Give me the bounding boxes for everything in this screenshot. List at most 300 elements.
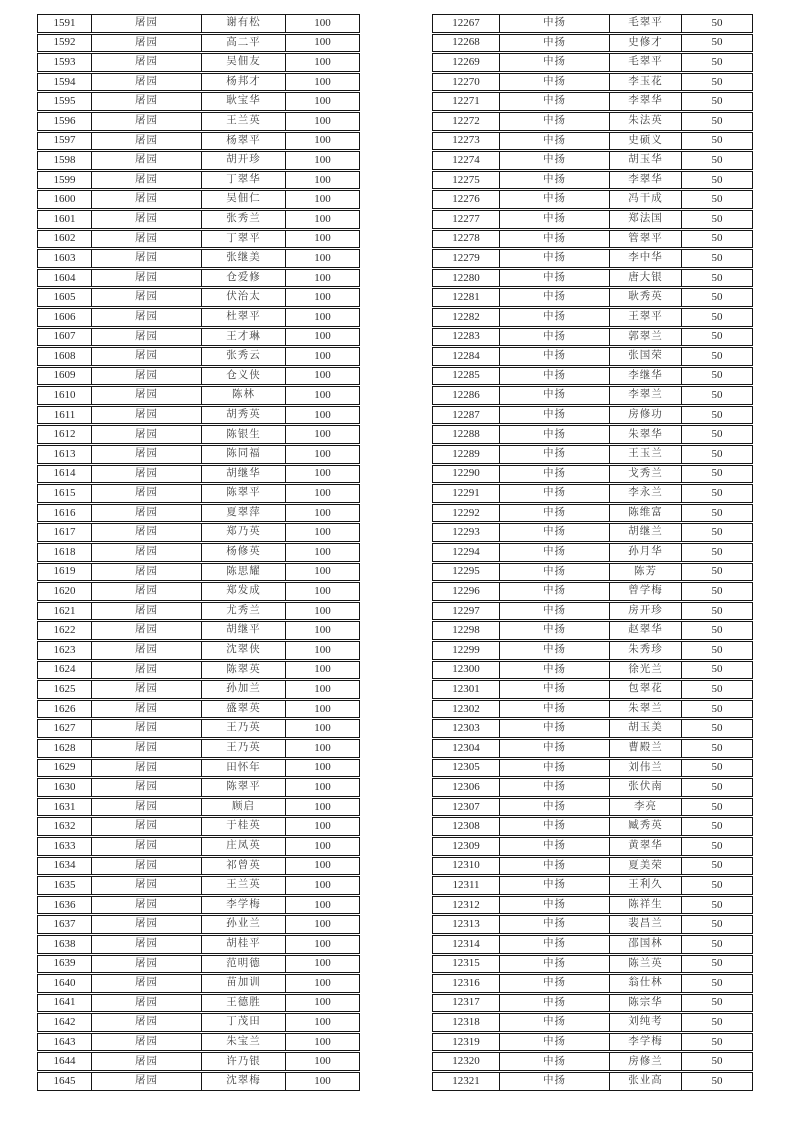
township-cell: 中扬 — [500, 936, 610, 953]
amount-cell: 50 — [711, 271, 723, 284]
township-cell: 中扬 — [500, 1034, 610, 1051]
name-cell: 王玉兰 — [610, 446, 682, 463]
table-row — [37, 1052, 360, 1071]
table-row — [432, 1033, 753, 1052]
serial-cell: 1603 — [38, 250, 92, 267]
table-row — [37, 1013, 360, 1032]
name-cell: 李继华 — [610, 368, 682, 385]
serial-cell: 1642 — [38, 1014, 92, 1031]
serial-cell: 1641 — [38, 995, 92, 1012]
amount-cell: 100 — [314, 898, 331, 911]
amount-cell: 50 — [711, 134, 723, 147]
name-cell: 庄凤英 — [202, 838, 286, 855]
name-cell: 耿宝华 — [202, 93, 286, 110]
township-cell: 屠园 — [92, 975, 202, 992]
name-cell: 沈翠梅 — [202, 1073, 286, 1090]
amount-cell: 100 — [314, 878, 331, 891]
serial-cell: 1633 — [38, 838, 92, 855]
table-row — [37, 465, 360, 484]
amount-cell: 100 — [314, 428, 331, 441]
serial-cell: 1638 — [38, 936, 92, 953]
name-cell: 陈祥生 — [610, 897, 682, 914]
serial-cell: 12319 — [433, 1034, 500, 1051]
amount-cell: 100 — [314, 506, 331, 519]
township-cell: 屠园 — [92, 446, 202, 463]
name-cell: 王乃英 — [202, 720, 286, 737]
amount-cell: 100 — [314, 604, 331, 617]
serial-cell: 12309 — [433, 838, 500, 855]
amount-cell: 100 — [314, 193, 331, 206]
amount-cell: 100 — [314, 585, 331, 598]
name-cell: 史硕义 — [610, 133, 682, 150]
serial-cell: 12306 — [433, 779, 500, 796]
name-cell: 耿秀英 — [610, 289, 682, 306]
table-row — [37, 288, 360, 307]
serial-cell: 12320 — [433, 1053, 500, 1070]
amount-cell: 50 — [711, 996, 723, 1009]
table-row — [37, 308, 360, 327]
amount-cell: 50 — [711, 526, 723, 539]
serial-cell: 1643 — [38, 1034, 92, 1051]
township-cell: 中扬 — [500, 524, 610, 541]
serial-cell: 12267 — [433, 15, 500, 32]
table-row — [37, 14, 360, 33]
table-row — [432, 190, 753, 209]
township-cell: 中扬 — [500, 466, 610, 483]
name-cell: 陈芳 — [610, 564, 682, 581]
township-cell: 屠园 — [92, 916, 202, 933]
name-cell: 毛翠平 — [610, 15, 682, 32]
serial-cell: 1628 — [38, 740, 92, 757]
amount-cell: 50 — [711, 173, 723, 186]
amount-cell: 50 — [711, 369, 723, 382]
serial-cell: 1632 — [38, 818, 92, 835]
name-cell: 苗加训 — [202, 975, 286, 992]
name-cell: 陈银生 — [202, 426, 286, 443]
table-row — [432, 876, 753, 895]
township-cell: 中扬 — [500, 505, 610, 522]
township-cell: 中扬 — [500, 838, 610, 855]
township-cell: 中扬 — [500, 975, 610, 992]
name-cell: 赵翠华 — [610, 622, 682, 639]
table-row — [37, 915, 360, 934]
serial-cell: 12294 — [433, 544, 500, 561]
township-cell: 屠园 — [92, 289, 202, 306]
amount-cell: 100 — [314, 55, 331, 68]
table-row — [432, 230, 753, 249]
serial-cell: 1611 — [38, 407, 92, 424]
serial-cell: 12282 — [433, 309, 500, 326]
township-cell: 中扬 — [500, 133, 610, 150]
township-cell: 屠园 — [92, 348, 202, 365]
table-row — [37, 935, 360, 954]
name-cell: 丁茂田 — [202, 1014, 286, 1031]
township-cell: 屠园 — [92, 995, 202, 1012]
township-cell: 中扬 — [500, 289, 610, 306]
township-cell: 屠园 — [92, 368, 202, 385]
name-cell: 范明德 — [202, 956, 286, 973]
table-row — [432, 347, 753, 366]
serial-cell: 12292 — [433, 505, 500, 522]
table-row — [432, 112, 753, 131]
name-cell: 陈翠平 — [202, 779, 286, 796]
amount-cell: 50 — [711, 291, 723, 304]
table-row — [432, 367, 753, 386]
township-cell: 中扬 — [500, 172, 610, 189]
amount-cell: 50 — [711, 232, 723, 245]
township-cell: 中扬 — [500, 897, 610, 914]
table-row — [432, 974, 753, 993]
name-cell: 夏美荣 — [610, 858, 682, 875]
name-cell: 郑发成 — [202, 583, 286, 600]
name-cell: 陈维富 — [610, 505, 682, 522]
amount-cell: 100 — [314, 1016, 331, 1029]
serial-cell: 12307 — [433, 799, 500, 816]
table-row — [37, 249, 360, 268]
table-row — [432, 53, 753, 72]
amount-cell: 100 — [314, 859, 331, 872]
amount-cell: 50 — [711, 193, 723, 206]
township-cell: 中扬 — [500, 956, 610, 973]
township-cell: 中扬 — [500, 858, 610, 875]
serial-cell: 12291 — [433, 485, 500, 502]
amount-cell: 50 — [711, 36, 723, 49]
name-cell: 张秀兰 — [202, 211, 286, 228]
amount-cell: 50 — [711, 487, 723, 500]
township-cell: 屠园 — [92, 211, 202, 228]
name-cell: 陈林 — [202, 387, 286, 404]
amount-cell: 50 — [711, 643, 723, 656]
name-cell: 田怀年 — [202, 760, 286, 777]
township-cell: 中扬 — [500, 74, 610, 91]
serial-cell: 1626 — [38, 701, 92, 718]
name-cell: 吴佃友 — [202, 54, 286, 71]
serial-cell: 1624 — [38, 662, 92, 679]
amount-cell: 100 — [314, 330, 331, 343]
name-cell: 王兰英 — [202, 113, 286, 130]
table-row — [432, 171, 753, 190]
amount-cell: 100 — [314, 16, 331, 29]
amount-cell: 100 — [314, 114, 331, 127]
serial-cell: 12268 — [433, 35, 500, 52]
table-row — [432, 955, 753, 974]
serial-cell: 12284 — [433, 348, 500, 365]
name-cell: 高二平 — [202, 35, 286, 52]
table-row — [37, 1072, 360, 1091]
serial-cell: 1596 — [38, 113, 92, 130]
name-cell: 王才琳 — [202, 329, 286, 346]
amount-cell: 50 — [711, 55, 723, 68]
amount-cell: 50 — [711, 898, 723, 911]
township-cell: 屠园 — [92, 270, 202, 287]
serial-cell: 12293 — [433, 524, 500, 541]
amount-cell: 100 — [314, 722, 331, 735]
serial-cell: 12308 — [433, 818, 500, 835]
table-row — [37, 641, 360, 660]
table-row — [37, 955, 360, 974]
serial-cell: 12288 — [433, 426, 500, 443]
serial-cell: 1629 — [38, 760, 92, 777]
township-cell: 中扬 — [500, 740, 610, 757]
township-cell: 中扬 — [500, 877, 610, 894]
amount-cell: 100 — [314, 526, 331, 539]
serial-cell: 1599 — [38, 172, 92, 189]
name-cell: 李学梅 — [610, 1034, 682, 1051]
table-row — [432, 406, 753, 425]
name-cell: 陈同福 — [202, 446, 286, 463]
serial-cell: 1627 — [38, 720, 92, 737]
serial-cell: 1595 — [38, 93, 92, 110]
amount-cell: 50 — [711, 251, 723, 264]
serial-cell: 12274 — [433, 152, 500, 169]
serial-cell: 1594 — [38, 74, 92, 91]
township-cell: 中扬 — [500, 35, 610, 52]
serial-cell: 12299 — [433, 642, 500, 659]
name-cell: 裴昌兰 — [610, 916, 682, 933]
name-cell: 朱法英 — [610, 113, 682, 130]
serial-cell: 12273 — [433, 133, 500, 150]
table-row — [432, 92, 753, 111]
serial-cell: 12277 — [433, 211, 500, 228]
name-cell: 朱翠华 — [610, 426, 682, 443]
name-cell: 刘伟兰 — [610, 760, 682, 777]
amount-cell: 100 — [314, 643, 331, 656]
name-cell: 史修才 — [610, 35, 682, 52]
name-cell: 谢有松 — [202, 15, 286, 32]
table-row — [37, 543, 360, 562]
table-row — [432, 14, 753, 33]
table-row — [37, 445, 360, 464]
township-cell: 屠园 — [92, 524, 202, 541]
table-row — [37, 798, 360, 817]
amount-cell: 50 — [711, 761, 723, 774]
township-cell: 中扬 — [500, 309, 610, 326]
amount-cell: 100 — [314, 173, 331, 186]
amount-cell: 50 — [711, 663, 723, 676]
amount-cell: 100 — [314, 271, 331, 284]
table-row — [37, 621, 360, 640]
serial-cell: 12304 — [433, 740, 500, 757]
table-row — [432, 73, 753, 92]
serial-cell: 12286 — [433, 387, 500, 404]
name-cell: 胡继兰 — [610, 524, 682, 541]
name-cell: 李翠兰 — [610, 387, 682, 404]
name-cell: 邵国林 — [610, 936, 682, 953]
name-cell: 曹殿兰 — [610, 740, 682, 757]
table-row — [37, 974, 360, 993]
serial-cell: 12297 — [433, 603, 500, 620]
township-cell: 中扬 — [500, 211, 610, 228]
amount-cell: 50 — [711, 624, 723, 637]
serial-cell: 12285 — [433, 368, 500, 385]
name-cell: 李翠华 — [610, 93, 682, 110]
table-row — [37, 719, 360, 738]
township-cell: 屠园 — [92, 818, 202, 835]
township-cell: 中扬 — [500, 603, 610, 620]
name-cell: 王乃英 — [202, 740, 286, 757]
township-cell: 屠园 — [92, 133, 202, 150]
name-cell: 胡玉美 — [610, 720, 682, 737]
table-row — [432, 935, 753, 954]
name-cell: 王兰英 — [202, 877, 286, 894]
table-row — [432, 817, 753, 836]
township-cell: 屠园 — [92, 681, 202, 698]
table-row — [432, 308, 753, 327]
name-cell: 陈翠平 — [202, 485, 286, 502]
name-cell: 李永兰 — [610, 485, 682, 502]
township-cell: 屠园 — [92, 113, 202, 130]
township-cell: 中扬 — [500, 799, 610, 816]
name-cell: 胡继华 — [202, 466, 286, 483]
table-row — [432, 288, 753, 307]
amount-cell: 100 — [314, 369, 331, 382]
township-cell: 屠园 — [92, 15, 202, 32]
table-row — [432, 798, 753, 817]
table-row — [432, 837, 753, 856]
amount-cell: 100 — [314, 487, 331, 500]
township-cell: 屠园 — [92, 387, 202, 404]
amount-cell: 50 — [711, 565, 723, 578]
name-cell: 许乃银 — [202, 1053, 286, 1070]
name-cell: 杨修英 — [202, 544, 286, 561]
table-row — [432, 328, 753, 347]
amount-cell: 50 — [711, 95, 723, 108]
amount-cell: 100 — [314, 467, 331, 480]
amount-cell: 100 — [314, 349, 331, 362]
township-cell: 中扬 — [500, 779, 610, 796]
amount-cell: 100 — [314, 389, 331, 402]
amount-cell: 100 — [314, 565, 331, 578]
serial-cell: 1602 — [38, 231, 92, 248]
serial-cell: 1622 — [38, 622, 92, 639]
amount-cell: 100 — [314, 624, 331, 637]
serial-cell: 1621 — [38, 603, 92, 620]
township-cell: 中扬 — [500, 760, 610, 777]
amount-cell: 100 — [314, 212, 331, 225]
table-row — [432, 994, 753, 1013]
township-cell: 屠园 — [92, 407, 202, 424]
table-row — [37, 53, 360, 72]
serial-cell: 1637 — [38, 916, 92, 933]
serial-cell: 12318 — [433, 1014, 500, 1031]
amount-cell: 50 — [711, 722, 723, 735]
name-cell: 唐大银 — [610, 270, 682, 287]
serial-cell: 1600 — [38, 191, 92, 208]
serial-cell: 12287 — [433, 407, 500, 424]
table-row — [432, 249, 753, 268]
table-row — [432, 386, 753, 405]
amount-cell: 50 — [711, 153, 723, 166]
serial-cell: 12310 — [433, 858, 500, 875]
township-cell: 屠园 — [92, 172, 202, 189]
table-row — [37, 739, 360, 758]
amount-cell: 50 — [711, 839, 723, 852]
amount-cell: 50 — [711, 859, 723, 872]
amount-cell: 50 — [711, 937, 723, 950]
amount-cell: 100 — [314, 1055, 331, 1068]
serial-cell: 1610 — [38, 387, 92, 404]
township-cell: 中扬 — [500, 485, 610, 502]
table-row — [432, 661, 753, 680]
table-row — [37, 171, 360, 190]
serial-cell: 1606 — [38, 309, 92, 326]
name-cell: 陈翠英 — [202, 662, 286, 679]
serial-cell: 12305 — [433, 760, 500, 777]
township-cell: 中扬 — [500, 387, 610, 404]
township-cell: 屠园 — [92, 897, 202, 914]
serial-cell: 12295 — [433, 564, 500, 581]
serial-cell: 1623 — [38, 642, 92, 659]
amount-cell: 100 — [314, 134, 331, 147]
name-cell: 李亮 — [610, 799, 682, 816]
township-cell: 中扬 — [500, 995, 610, 1012]
table-row — [37, 92, 360, 111]
name-cell: 郑乃英 — [202, 524, 286, 541]
roster-table-left — [37, 14, 360, 1091]
serial-cell: 12314 — [433, 936, 500, 953]
name-cell: 陈宗华 — [610, 995, 682, 1012]
township-cell: 中扬 — [500, 191, 610, 208]
amount-cell: 100 — [314, 957, 331, 970]
serial-cell: 12272 — [433, 113, 500, 130]
township-cell: 中扬 — [500, 1073, 610, 1090]
amount-cell: 50 — [711, 1074, 723, 1087]
serial-cell: 12303 — [433, 720, 500, 737]
serial-cell: 1597 — [38, 133, 92, 150]
serial-cell: 12271 — [433, 93, 500, 110]
table-row — [37, 876, 360, 895]
township-cell: 中扬 — [500, 701, 610, 718]
amount-cell: 50 — [711, 918, 723, 931]
table-row — [37, 34, 360, 53]
name-cell: 臧秀英 — [610, 818, 682, 835]
table-row — [37, 504, 360, 523]
table-row — [432, 915, 753, 934]
serial-cell: 12281 — [433, 289, 500, 306]
township-cell: 屠园 — [92, 701, 202, 718]
amount-cell: 100 — [314, 408, 331, 421]
table-row — [432, 759, 753, 778]
amount-cell: 50 — [711, 1016, 723, 1029]
serial-cell: 12279 — [433, 250, 500, 267]
township-cell: 屠园 — [92, 603, 202, 620]
township-cell: 屠园 — [92, 956, 202, 973]
serial-cell: 1636 — [38, 897, 92, 914]
township-cell: 中扬 — [500, 93, 610, 110]
serial-cell: 12313 — [433, 916, 500, 933]
name-cell: 毛翠平 — [610, 54, 682, 71]
serial-cell: 1620 — [38, 583, 92, 600]
township-cell: 屠园 — [92, 54, 202, 71]
serial-cell: 12301 — [433, 681, 500, 698]
amount-cell: 50 — [711, 878, 723, 891]
serial-cell: 1601 — [38, 211, 92, 228]
serial-cell: 12298 — [433, 622, 500, 639]
serial-cell: 1612 — [38, 426, 92, 443]
name-cell: 盛翠英 — [202, 701, 286, 718]
amount-cell: 50 — [711, 467, 723, 480]
township-cell: 屠园 — [92, 93, 202, 110]
name-cell: 戈秀兰 — [610, 466, 682, 483]
table-row — [37, 151, 360, 170]
name-cell: 仓爱修 — [202, 270, 286, 287]
name-cell: 尤秀兰 — [202, 603, 286, 620]
serial-cell: 1617 — [38, 524, 92, 541]
amount-cell: 50 — [711, 702, 723, 715]
serial-cell: 12317 — [433, 995, 500, 1012]
name-cell: 李学梅 — [202, 897, 286, 914]
name-cell: 胡玉华 — [610, 152, 682, 169]
